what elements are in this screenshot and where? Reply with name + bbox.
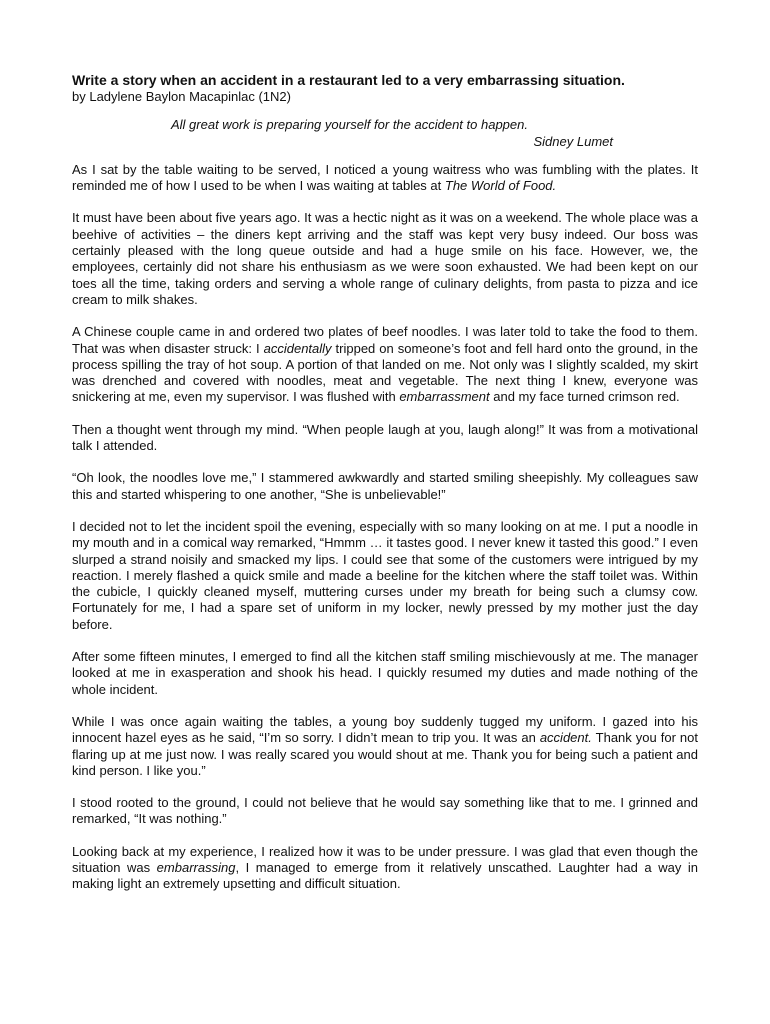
epigraph-text: All great work is preparing yourself for the accident to happen.	[171, 117, 528, 133]
paragraph-8: While I was once again waiting the tables, a young boy suddenly tugged my uniform. I gazed into his innocent hazel eyes as he said, “I’m so sorry. I didn’t mean to trip you. It was an accident. Thank you for not flaring up at me just now. I was really scared you would shout at me. Thank you for being such a patient and kind person. I like you.”	[72, 713, 698, 778]
paragraph-4: Then a thought went through my mind. “When people laugh at you, laugh along!” It was from a motivational talk I attended.	[72, 421, 698, 454]
paragraph-7: After some fifteen minutes, I emerged to find all the kitchen staff smiling mischievously at me. The manager looked at me in exasperation and shook his head. I quickly resumed my duties and made nothing of the whole incident.	[72, 649, 698, 697]
author-byline: by Ladylene Baylon Macapinlac (1N2)	[72, 89, 291, 104]
paragraph-9: I stood rooted to the ground, I could not believe that he would say something like that to me. I grinned and remarked, “It was nothing.”	[72, 795, 698, 827]
paragraph-1: As I sat by the table waiting to be served, I noticed a young waitress who was fumbling with the plates. It reminded me of how I used to be when I was waiting at tables at The World of Food.	[72, 161, 698, 194]
epigraph-author: Sidney Lumet	[533, 133, 613, 149]
document-title: Write a story when an accident in a restaurant led to a very embarrassing situation.	[72, 72, 625, 88]
paragraph-5: “Oh look, the noodles love me,” I stammered awkwardly and started smiling sheepishly. My colleagues saw this and started whispering to one another, “She is unbelievable!”	[72, 470, 698, 502]
paragraph-6: I decided not to let the incident spoil the evening, especially with so many looking on at me. I put a noodle in my mouth and in a comical way remarked, “Hmmm … it tastes good. I never knew it tasted this good.” I even slurped a strand noisily and smacked my lips. I could see that some of the customers were intrigued by my reaction. I merely flashed a quick smile and made a beeline for the kitchen where the staff toilet was. Within the cubicle, I quickly cleaned myself, muttering curses under my breath for being such a clumsy cow. Fortunately for me, I had a spare set of uniform in my locker, newly pressed by my mother just the day before.	[72, 518, 698, 632]
paragraph-3: A Chinese couple came in and ordered two plates of beef noodles. I was later told to take the food to them. That was when disaster struck: I accidentally tripped on someone’s foot and fell hard onto the ground, in the process spilling the tray of hot soup. A portion of that landed on me. Not only was I slightly scalded, my skirt was drenched and covered with noodles, meat and vegetable. The next thing I knew, everyone was snickering at me, even my supervisor. I was flushed with embarrassment and my face turned crimson red.	[72, 324, 698, 405]
epigraph	[171, 117, 613, 150]
paragraph-10: Looking back at my experience, I realized how it was to be under pressure. I was glad that even though the situation was embarrassing, I managed to emerge from it relatively unscathed. Laughter had a way in making light an extremely upsetting and difficult situation.	[72, 843, 698, 892]
paragraph-2: It must have been about five years ago. It was a hectic night as it was on a weekend. The whole place was a beehive of activities – the diners kept arriving and the staff was kept very busy indeed. Our boss was certainly pleased with the long queue outside and had a huge smile on his face. However, we, the employees, certainly did not share his enthusiasm as we were soon exhausted. We had been kept on our toes all the time, taking orders and serving a whole range of culinary delights, from pasta to pizza and ice cream to milk shakes.	[72, 210, 698, 307]
